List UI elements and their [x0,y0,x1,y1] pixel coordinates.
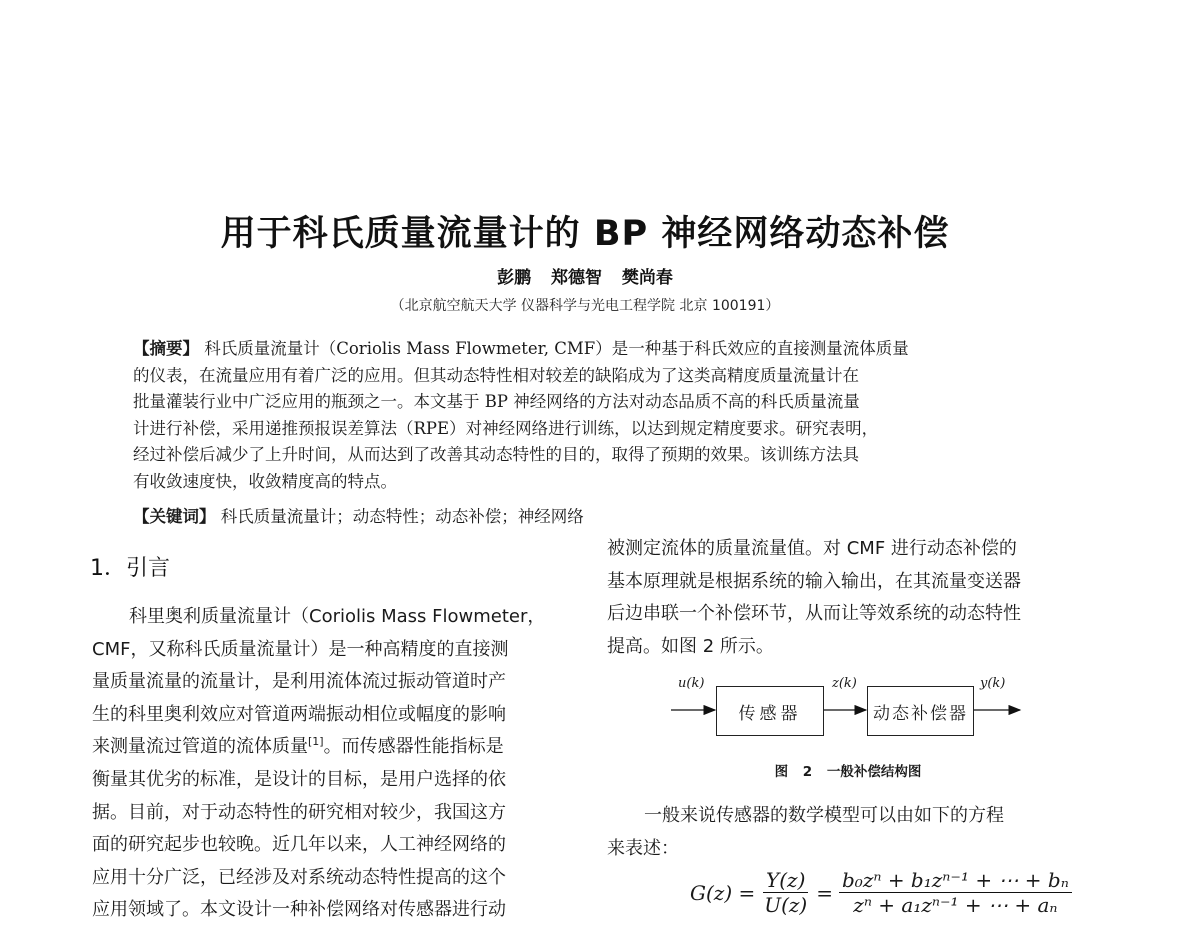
author-list [0,263,1170,288]
paragraph-line: 应用领域了。本文设计一种补偿网络对传感器进行动 [92,899,506,921]
keywords-text: 科氏质量流量计；动态特性；动态补偿；神经网络 [220,507,584,526]
paragraph-line: 后边串联一个补偿环节，从而让等效系统的动态特性 [607,603,1021,625]
abstract-label: 【摘要】 [133,339,199,358]
abstract-line: 有收敛速度快，收敛精度高的特点。 [133,471,397,491]
affiliation: （北京航空航天大学 仪器科学与光电工程学院 北京 100191） [390,298,780,314]
paragraph-line: 衡量其优劣的标准，是设计的目标，是用户选择的依 [92,768,506,790]
fraction-numerator: b₀zⁿ + b₁zⁿ⁻¹ + ⋯ + bₙ [839,868,1072,893]
abstract-line: 经过补偿后减少了上升时间，从而达到了改善其动态特性的目的，取得了预期的效果。该训练方法具 [133,445,859,464]
paragraph-line: 生的科里奥利效应对管道两端振动相位或幅度的影响 [92,703,506,725]
abstract [133,336,1045,495]
citation[interactable]: [1] [308,735,324,749]
abstract-line: 的仪表，在流量应用有着广泛的应用。但其动态特性相对较差的缺陷成为了这类高精度质量流量计在 [133,365,859,385]
author: 郑德智 [551,268,602,288]
abstract-line: 批量灌装行业中广泛应用的瓶颈之一。本文基于 BP 神经网络的方法对动态品质不高的科氏质量流量 [133,392,860,411]
keywords-label: 【关键词】 [133,507,216,526]
keywords [133,503,584,527]
paragraph-line: 来测量流过管道的流体质量[1]。而传感器性能指标是 [92,735,504,758]
paragraph-line: 科里奥利质量流量计（Coriolis Mass Flowmeter， [129,606,546,627]
intermediate-signal-label: z(k) [832,676,857,691]
section-heading: 1．引言 [90,556,170,581]
figure-caption: 图 2 一般补偿结构图 [774,764,922,780]
paper-title: 用于科氏质量流量计的 BP 神经网络动态补偿 [220,214,950,254]
fraction-numerator: Y(z) [763,868,808,893]
paragraph-line: 面的研究起步也较晚。近几年以来，人工神经网络的 [92,834,506,856]
paragraph-line: 一般来说传感器的数学模型可以由如下的方程 [644,805,1004,826]
paragraph-line: 基本原理就是根据系统的输入输出，在其流量变送器 [607,570,1021,592]
right-column-text [607,533,1087,663]
paragraph-line: 被测定流体的质量流量值。对 CMF 进行动态补偿的 [607,538,1017,559]
transfer-function-equation [690,868,1078,917]
input-signal-label: u(k) [678,676,705,691]
compensation-block-diagram [668,676,1028,742]
paragraph-line: CMF，又称科氏质量流量计）是一种高精度的直接测 [92,638,509,660]
paragraph-line: 来表述： [607,837,679,859]
abstract-line: 【摘要】 科氏质量流量计（Coriolis Mass Flowmeter, CMF）是一种基于科氏效应的直接测量流体质量 [133,339,909,358]
paragraph-line: 量质量流量的流量计，是利用流体流过振动管道时产 [92,671,506,693]
fraction [839,868,1072,917]
paragraph-line: 提高。如图 2 所示。 [607,635,774,657]
fraction-denominator: zⁿ + a₁zⁿ⁻¹ + ⋯ + aₙ [853,893,1058,917]
right-column-text-2 [607,800,1087,865]
fraction-denominator: U(z) [764,893,808,917]
abstract-line: 计进行补偿，采用递推预报误差算法（RPE）对神经网络进行训练，以达到规定精度要求。研究表明， [133,418,879,438]
output-signal-label: y(k) [980,676,1006,691]
left-column-text [92,601,567,927]
equation-lhs: G(z) = [690,880,756,905]
compensator-block: 动态补偿器 [867,686,974,736]
author: 彭鹏 [497,268,532,288]
equals-sign: = [816,880,833,905]
fraction [761,868,810,917]
paragraph-line: 应用十分广泛，已经涉及对系统动态特性提高的这个 [92,866,506,888]
paragraph-line: 据。目前，对于动态特性的研究相对较少，我国这方 [92,801,506,823]
sensor-block: 传感器 [716,686,824,736]
author: 樊尚春 [621,268,673,288]
